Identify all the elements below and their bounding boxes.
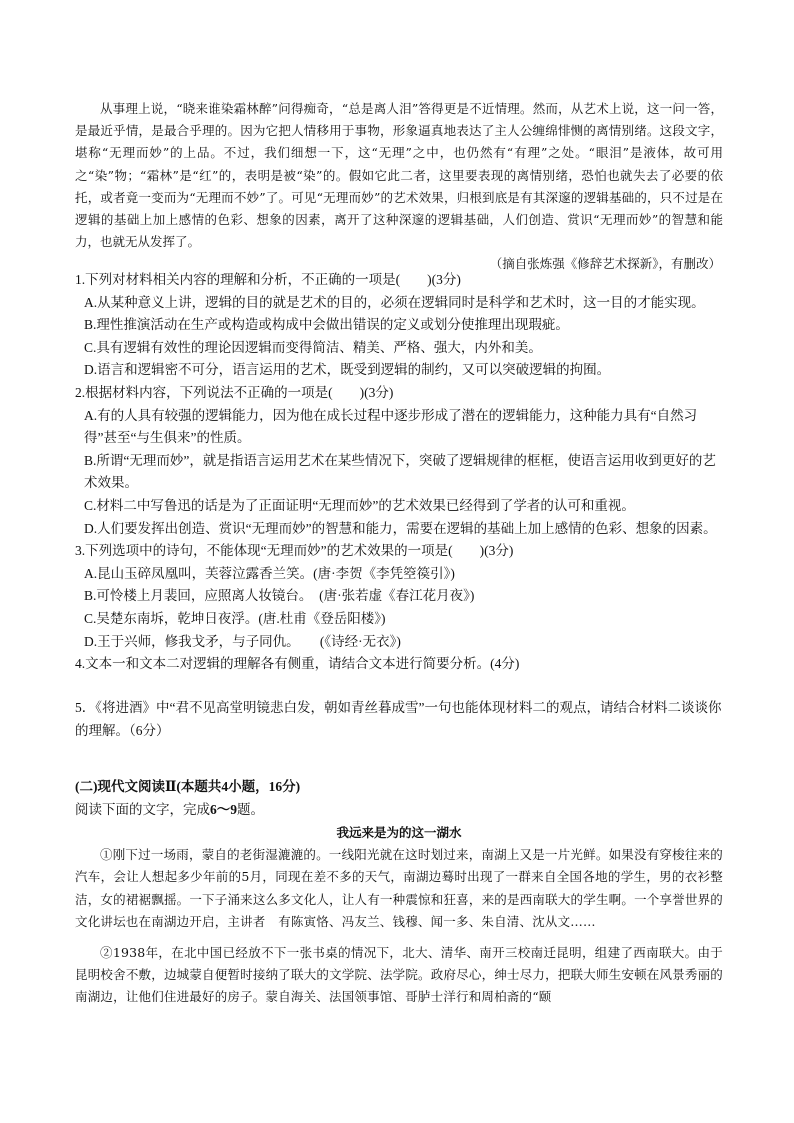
article-paragraph-1: ①刚下过一场雨，蒙自的老街湿漉漉的。一线阳光就在这时划过来，南湖上又是一片光鲜。如果没有穿梭往来的汽车，会让人想起多少年前的5月，同现在差不多的天气，南湖边蓦时出现了一群来自全国各地的学生，男的衣衫整洁，女的裙裾飘摇。一下子涌来这么多文化人，让人有一种震惊和狂喜，来的是西南联大的学生啊。一个享誉世界的文化讲坛也在南湖边开启，主讲者 有陈寅恪、冯友兰、钱穆、闻一多、朱自清、沈从文…… [75, 847, 723, 930]
question-2-option-a: A.有的人具有较强的逻辑能力，因为他在成长过程中逐步形成了潜在的逻辑能力，这种能力具有“自然习得”甚至“与生俱来”的性质。 [84, 407, 698, 446]
instruction-suffix: 题。 [237, 801, 264, 817]
question-4-stem: 4.文本一和文本二对逻辑的理解各有侧重，请结合文本进行简要分析。(4分) [75, 656, 520, 672]
article-paragraph-2: ②1938年，在北中国已经放不下一张书桌的情况下，北大、清华、南开三校南迁昆明，组建了西南联大。由于昆明校舍不敷，边城蒙自便暂时接纳了联大的文学院、法学院。政府尽心，绅士尽力，把联大师生安顿在风景秀丽的南湖边，让他们住进最好的房子。蒙自海关、法国领事馆、哥胪士洋行和周柏斋的“颐 [75, 944, 723, 1005]
question-3-option-a: A.昆山玉碎凤凰叫，芙蓉泣露香兰笑。(唐·李贺《李凭箜篌引》) [84, 565, 455, 581]
instruction-range: 6～9 [210, 801, 237, 817]
section-two-heading: (二)现代文阅读Ⅱ(本题共4小题，16分) [75, 779, 301, 794]
section-two-instruction [75, 799, 723, 822]
question-2-stem: 2.根据材料内容，下列说法不正确的一项是( )(3分) [75, 384, 394, 400]
question-2-option-c: C.材料二中写鲁迅的话是为了正面证明“无理而妙”的艺术效果已经得到了学者的认可和重视。 [84, 497, 635, 513]
question-5-text: 5．《将进酒》中“君不见高堂明镜悲白发，朝如青丝暮成雪”一句也能体现材料二的观点，请结合材料二谈谈你的理解。（6分） [75, 700, 722, 738]
question-3-option-c: C.吴楚东南坼，乾坤日夜浮。(唐.杜甫《登岳阳楼》) [84, 610, 386, 626]
question-3-option-b: B.可怜楼上月裴回，应照离人妆镜台。 (唐·张若虚《春江花月夜》) [84, 588, 475, 604]
question-2-option-b: B.所谓“无理而妙”，就是指语言运用艺术在某些情况下，突破了逻辑规律的框框，使语言运用收到更好的艺术效果。 [84, 452, 716, 491]
instruction-prefix: 阅读下面的文字，完成 [75, 801, 210, 817]
material-two-source: （摘自张炼强《修辞艺术探新》，有删改） [489, 256, 721, 272]
material-two [75, 98, 723, 275]
question-1-stem: 1.下列对材料相关内容的理解和分析，不正确的一项是( )(3分) [75, 272, 461, 287]
question-1-option-c: C.具有逻辑有效性的理论因逻辑而变得简洁、精美、严格、强大，内外和美。 [84, 339, 542, 355]
question-1-option-b: B.理性推演活动在生产或构造或构成中会做出错误的定义或划分使推理出现瑕疵。 [84, 317, 569, 333]
question-5-block [75, 696, 723, 742]
question-3-stem: 3.下列选项中的诗句，不能体现“无理而妙”的艺术效果的一项是( )(3分) [75, 543, 514, 559]
question-2-option-d: D.人们要发挥出创造、赏识“无理而妙”的智慧和能力，需要在逻辑的基础上加上感情的色彩、想象的因素。 [84, 520, 717, 536]
article-title: 我远来是为的这一湖水 [336, 825, 462, 840]
material-two-paragraph: 从事理上说，“晓来谁染霜林醉”问得痴奇，“总是离人泪”答得更是不近情理。然而，从艺术上说，这一问一答，是最近乎情，是最合乎理的。因为它把人情移用于事物，形象逼真地表达了主人公缠绵悱恻的离情别绪。这段文字，堪称“无理而妙”的上品。不过，我们细想一下，这“无理”之中，也仍然有“有理”之处。“眼泪”是液体，故可用之“染”物；“霜林”是“红”的，表明是被“染”的。假如它此二者，这里要表现的离情别绪，恐怕也就失去了必要的依托，或者竟一变而为“无理而不妙”了。可见“无理而妙”的艺术效果，归根到底是有其深邃的逻辑基础的，只不过是在逻辑的基础上加上感情的色彩、想象的因素，离开了这种深邃的逻辑基础，人们创造、赏识“无理而妙”的智慧和能力，也就无从发挥了。 [75, 101, 723, 250]
question-1-option-d: D.语言和逻辑密不可分，语言运用的艺术，既受到逻辑的制约，又可以突破逻辑的拘囿。 [84, 362, 611, 378]
questions-block [75, 269, 723, 676]
article [75, 822, 723, 1009]
question-1-option-a: A.从某种意义上讲，逻辑的目的就是艺术的目的，必须在逻辑同时是科学和艺术时，这一目的才能实现。 [84, 294, 705, 310]
section-two [75, 776, 723, 821]
question-3-option-d: D.王于兴师，修我戈矛，与子同仇。 (《诗经·无衣》) [84, 633, 401, 649]
